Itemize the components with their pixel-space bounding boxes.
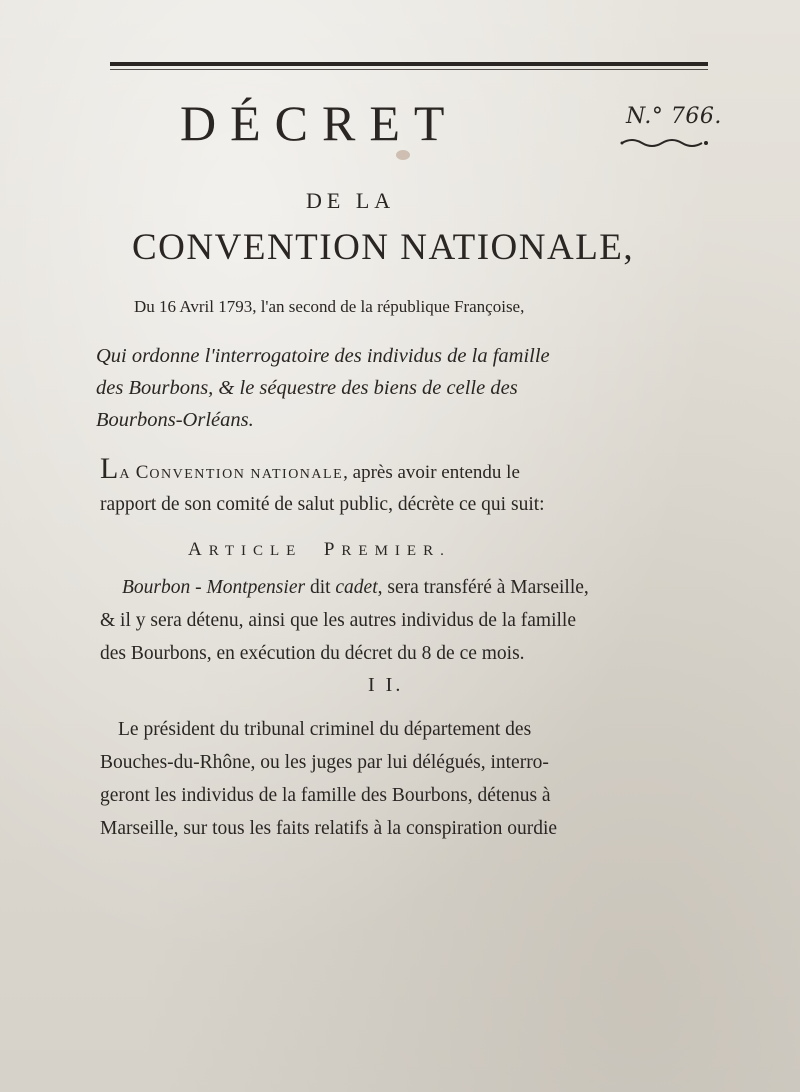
article-2-line: geront les individus de la famille des Bourbons, détenus à [100, 785, 551, 806]
preamble-line-2: rapport de son comité de salut public, décrète ce qui suit: [100, 494, 545, 515]
title-decret: DÉCRET [180, 95, 459, 151]
top-rule-thin [110, 69, 708, 70]
article-1-line-3: des Bourbons, en exécution du décret du 8 de ce mois. [100, 643, 525, 664]
article-2-line: Marseille, sur tous les faits relatifs à la conspiration ourdie [100, 818, 558, 839]
title-convention-nationale: CONVENTION NATIONALE, [132, 227, 635, 268]
article-1-line-1: Bourbon - Montpensier dit cadet, sera transféré à Marseille, [122, 577, 589, 598]
article-heading: ARTICLE PREMIER. [188, 539, 451, 560]
document-number: N.° 766. [626, 104, 722, 129]
summary-line: des Bourbons, & le séquestre des biens de celle des [96, 377, 518, 399]
article-2-line: Bouches-du-Rhône, ou les juges par lui délégués, interro- [100, 752, 549, 773]
top-rule-thick [110, 62, 708, 66]
article-2-line: Le président du tribunal criminel du département des [118, 719, 532, 740]
paper-stain [396, 150, 410, 160]
article-1-line-2: & il y sera détenu, ainsi que les autres individus de la famille [100, 610, 576, 631]
preamble-line-1: LA CONVENTION NATIONALE, après avoir entendu le [100, 452, 520, 485]
summary-line: Bourbons-Orléans. [96, 409, 254, 431]
decree-summary [96, 340, 656, 436]
dateline: Du 16 Avril 1793, l'an second de la république Françoise, [134, 297, 525, 316]
drop-cap: L [100, 452, 120, 485]
article-2-numeral: I I. [368, 674, 404, 696]
flourish-icon [620, 136, 710, 150]
title-de-la: DE LA [306, 188, 396, 213]
summary-line: Qui ordonne l'interrogatoire des individus de la famille [96, 345, 550, 367]
